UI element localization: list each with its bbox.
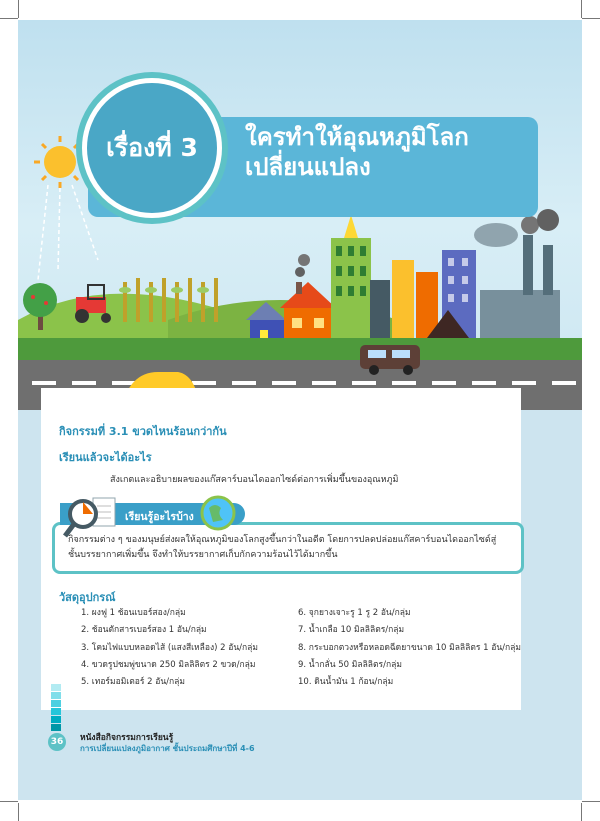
list-item: 5. เทอร์มอมิเตอร์ 2 อัน/กลุ่ม [81,677,185,688]
chapter-number: เรื่องที่ 3 [106,133,198,162]
chapter-title [245,122,505,182]
chapter-title-line-2: เปลี่ยนแปลง [245,153,371,181]
crop-mark [18,0,19,18]
chapter-number-badge [82,78,222,218]
activity-title: กิจกรรมที่ 3.1 ขวดไหนร้อนกว่ากัน [59,425,227,438]
list-item: 8. กระบอกตวงหรือหลอดฉีดยาขนาด 10 มิลลิลิตร 1 อัน/กลุ่ม [298,642,521,653]
factory-icon [474,209,560,348]
list-item: 3. โคมไฟแบบหลอดไส้ (แสงสีเหลือง) 2 อัน/กลุ่ม [81,642,258,653]
building-icon [331,215,371,348]
materials-heading: วัสดุอุปกรณ์ [59,591,116,604]
list-item: 6. จุกยางเจาะรู 1 รู 2 อัน/กลุ่ม [298,608,411,618]
crop-mark [0,801,18,802]
crop-mark [582,801,600,802]
list-item: 2. ช้อนตักสารเบอร์สอง 1 อัน/กลุ่ม [81,625,207,636]
crop-mark [18,803,19,821]
learn-heading: เรียนแล้วจะได้อะไร [59,451,152,464]
knowledge-text: กิจกรรมต่าง ๆ ของมนุษย์ส่งผลให้อุณหภูมิของโลกสูงขึ้นกว่าในอดีต โดยการปลดปล่อยแก๊สคาร์บอนไดออกไซด์สู่ชั้นบรรยากาศเพิ่มขึ้น จึงทำให้บรรยากาศเก็บกักความร้อนไว้ได้มากขึ้น [68,535,497,560]
footer-subtitle: การเปลี่ยนแปลงภูมิอากาศ ชั้นประถมศึกษาปีที่ 4-6 [80,744,255,753]
chapter-title-line-1: ใครทำให้อุณหภูมิโลก [245,123,469,151]
list-item: 10. ดินน้ำมัน 1 ก้อน/กลุ่ม [298,677,394,688]
crop-mark [581,803,582,821]
footer-book-title: หนังสือกิจกรรมการเรียนรู้ [80,733,174,743]
materials-list-left [81,605,301,691]
crop-mark [581,0,582,18]
thermometer-decoration [51,684,61,734]
learn-text: สังเกตและอธิบายผลของแก๊สคาร์บอนไดออกไซด์ต่อการเพิ่มขึ้นของอุณหภูมิ [110,475,399,485]
list-item: 9. น้ำกลั่น 50 มิลลิลิตร/กลุ่ม [298,659,402,670]
materials-list-right [298,605,558,691]
page-number: 36 [48,733,66,751]
list-item: 1. ผงฟู 1 ช้อนเบอร์สอง/กลุ่ม [81,608,186,618]
crop-mark [0,18,18,19]
list-item: 7. น้ำเกลือ 10 มิลลิลิตร/กลุ่ม [298,625,405,636]
list-item: 4. ขวดรูปชมพู่ขนาด 250 มิลลิลิตร 2 ขวด/กลุ่ม [81,659,256,670]
globe-icon [199,494,237,532]
knowledge-label: เรียนรู้อะไรบ้าง [125,511,194,523]
house-icon [280,254,336,348]
crop-mark [582,18,600,19]
